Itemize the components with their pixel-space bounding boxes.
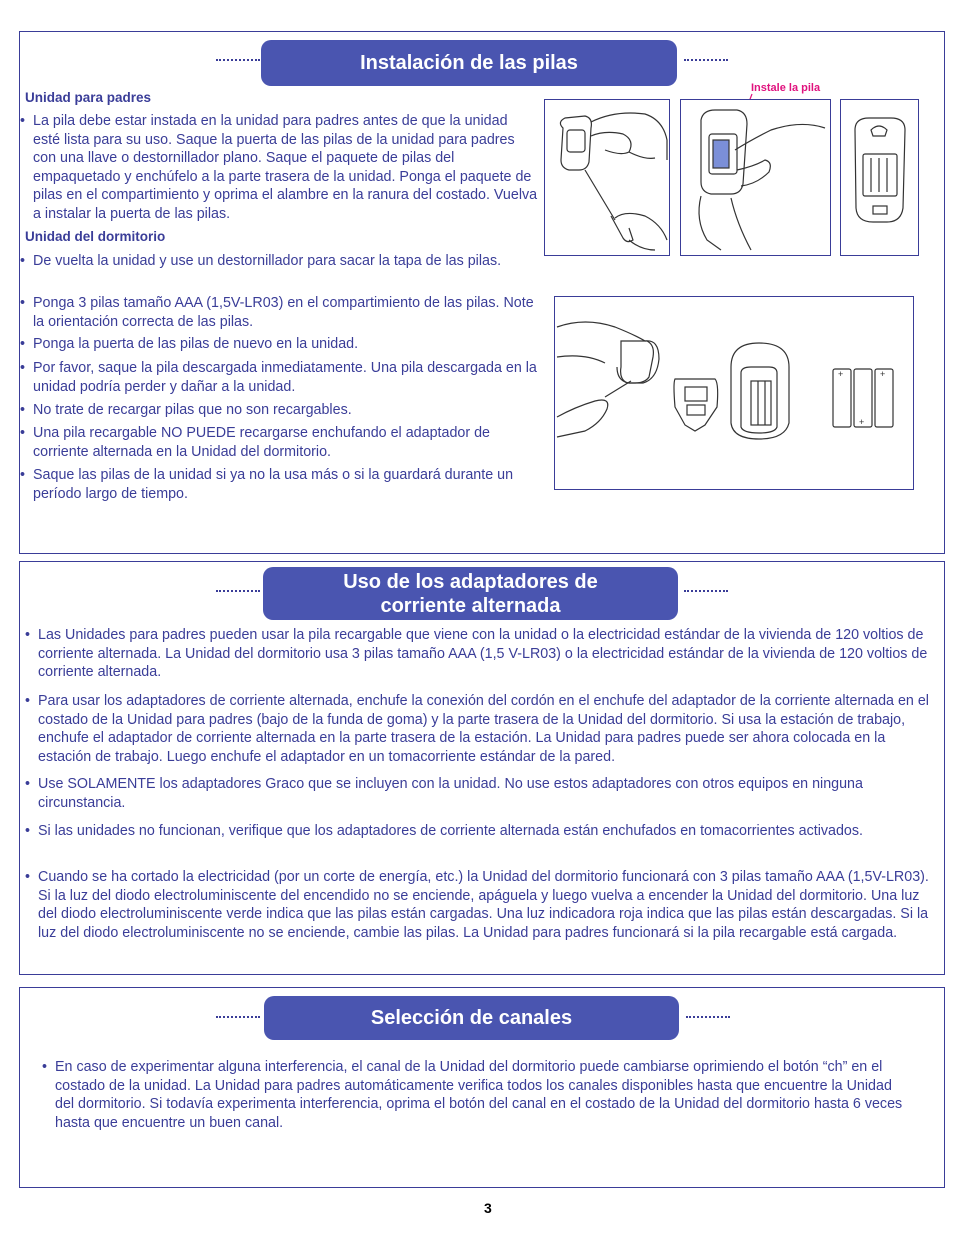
nursery-unit-bullet: • No trate de recargar pilas que no son recargables. bbox=[20, 401, 538, 420]
title-divider-right bbox=[686, 1016, 730, 1018]
title-divider-left bbox=[216, 590, 260, 592]
section-title-ac-adapters: Uso de los adaptadores de corriente alternada bbox=[263, 567, 678, 620]
parent-unit-back-illustration bbox=[840, 99, 919, 256]
battery-plus-label: + bbox=[880, 369, 886, 379]
nursery-unit-bullet: • Una pila recargable NO PUEDE recargarse enchufando el adaptador de corriente alternada en la Unidad del dormitorio. bbox=[20, 424, 538, 461]
install-battery-callout: Instale la pila bbox=[751, 82, 821, 94]
parent-unit-heading: Unidad para padres bbox=[25, 90, 152, 105]
nursery-unit-bullet: • Ponga la puerta de las pilas de nuevo en la unidad. bbox=[20, 335, 538, 354]
nursery-unit-bullet: • Por favor, saque la pila descargada inmediatamente. Una pila descargada en la unidad podría perder y dañar a la unidad. bbox=[20, 359, 538, 396]
hand-screwdriver-drawing bbox=[545, 100, 669, 255]
nursery-unit-bullet: • De vuelta la unidad y use un destornillador para sacar la tapa de las pilas. bbox=[20, 252, 538, 271]
page-number: 3 bbox=[484, 1200, 492, 1216]
channel-selection-bullet: • En caso de experimentar alguna interferencia, el canal de la Unidad del dormitorio puede cambiarse oprimiendo el botón “ch” en el costado de la unidad. La Unidad para padres automáticamente verifica todos los canales disponibles hasta que encuentre la Unidad del dormitorio. Si todavía experimenta interferencia, oprima el botón del canal en el costado de la Unidad del dormitorio hasta 6 veces hasta que encuentre un buen canal. bbox=[42, 1058, 912, 1132]
ac-adapter-bullet: • Cuando se ha cortado la electricidad (por un corte de energía, etc.) la Unidad del dormitorio funcionará con 3 pilas tamaño AAA (1,5V-LR03). Si la luz del diodo electroluminiscente del encendido no se enciende, apáguela y luego vuelva a encender la Unidad del dormitorio. Una luz del diodo electroluminiscente verde indica que las pilas están cargadas. Una luz indicadora roja indica que las pilas están descargadas. Si la luz del diodo electroluminiscente no se enciende, cambie las pilas. La Unidad para padres funcionará si la pila recargable está cargada. bbox=[25, 868, 935, 942]
nursery-unit-drawing bbox=[555, 297, 913, 489]
section-title-channel-selection: Selección de canales bbox=[264, 996, 679, 1040]
nursery-unit-battery-illustration bbox=[554, 296, 914, 490]
parent-unit-back-drawing bbox=[841, 100, 918, 255]
hand-battery-drawing bbox=[681, 100, 830, 255]
parent-unit-bullet: • La pila debe estar instada en la unidad para padres antes de que la unidad esté lista para su uso. Saque la puerta de las pilas de la unidad para padres con una llave o destornillador plano. Saque el paquete de pilas del empaquetado y enchúfelo a la parte trasera de la unidad. Ponga el paquete de pilas en el compartimiento y oprima el alambre en la ranura del costado. Vuelva a instalar la puerta de las pilas. bbox=[20, 112, 538, 223]
title-divider-left bbox=[216, 59, 260, 61]
title-divider-left bbox=[216, 1016, 260, 1018]
ac-adapter-bullet: • Para usar los adaptadores de corriente alternada, enchufe la conexión del cordón en el enchufe del adaptador de la corriente alternada en el costado de la Unidad para padres (bajo de la funda de goma) y la parte trasera de la Unidad del dormitorio. Si usa la estación de trabajo, enchufe el adaptador de corriente alternada en la parte trasera de la estación. La Unidad para padres puede ser ahora colocada en la estación de trabajo. Luego enchufe el adaptador en un tomacorriente estándar de la pared. bbox=[25, 692, 935, 766]
ac-adapter-bullet: • Use SOLAMENTE los adaptadores Graco que se incluyen con la unidad. No use estos adaptadores con otros equipos en ninguna circunstancia. bbox=[25, 775, 935, 812]
battery-pack-insert-illustration bbox=[680, 99, 831, 256]
title-divider-right bbox=[684, 590, 728, 592]
ac-adapter-bullet: • Si las unidades no funcionan, verifique que los adaptadores de corriente alternada están enchufados en tomacorrientes activados. bbox=[25, 822, 935, 841]
title-divider-right bbox=[684, 59, 728, 61]
battery-plus-label: + bbox=[838, 369, 844, 379]
nursery-unit-heading: Unidad del dormitorio bbox=[25, 229, 166, 244]
nursery-unit-bullet: • Saque las pilas de la unidad si ya no la usa más o si la guardará durante un período largo de tiempo. bbox=[20, 466, 538, 503]
nursery-unit-bullet: • Ponga 3 pilas tamaño AAA (1,5V-LR03) en el compartimiento de las pilas. Note la orientación correcta de las pilas. bbox=[20, 294, 538, 331]
battery-plus-label: + bbox=[859, 417, 865, 427]
ac-adapter-bullet: • Las Unidades para padres pueden usar la pila recargable que viene con la unidad o la electricidad estándar de la vivienda de 120 voltios de corriente alternada. La Unidad del dormitorio usa 3 pilas tamaño AAA (1,5 V-LR03) o la electricidad estándar de la vivienda de 120 voltios de corriente alternada. bbox=[25, 626, 935, 682]
section-title-battery-installation: Instalación de las pilas bbox=[261, 40, 677, 86]
parent-unit-door-removal-illustration bbox=[544, 99, 670, 256]
